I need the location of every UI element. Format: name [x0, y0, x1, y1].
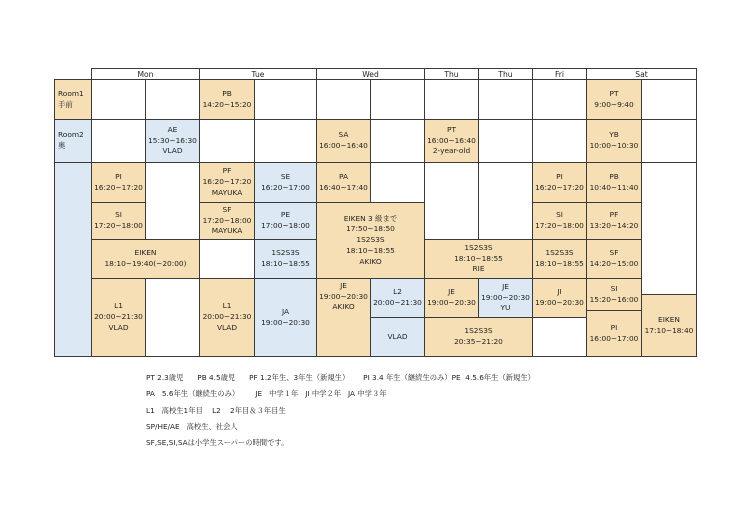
class-block-eiken-mon: EIKEN 18:10~19:40(~20:00) [91, 239, 200, 279]
class-block-pt-thu: PT 16:00~16:40 2-year-old [424, 119, 479, 163]
empty-cell [478, 79, 533, 120]
legend-line: SF,SE,SI,SAは小学生スーパーの時間です。 [146, 438, 289, 448]
empty-cell [370, 162, 425, 203]
class-block-sf-tue: SF 17:20~18:00 MAYUKA [199, 202, 255, 240]
timetable [54, 68, 697, 357]
empty-cell [145, 162, 200, 240]
header-fri: Fri [532, 68, 587, 80]
class-block-pf-tue: PF 16:20~17:20 MAYUKA [199, 162, 255, 203]
class-block-1s2s3s-tue: 1S2S3S 18:10~18:55 [254, 239, 317, 279]
class-block-l1-tue: L1 20:00~21:30 VLAD [199, 278, 255, 357]
class-block-je-wed: JE 19:00~20:30 AKIKO [316, 278, 371, 357]
room1-label: Room1 手前 [54, 79, 92, 120]
empty-cell [254, 119, 317, 163]
class-block-si-mon: SI 17:20~18:00 [91, 202, 146, 240]
empty-cell [424, 79, 479, 120]
empty-cell [316, 79, 371, 120]
empty-cell [145, 278, 200, 357]
class-block-eiken-wed: EIKEN 3 級まで 17:50~18:50 1S2S3S 18:10~18:55 AKIKO [316, 202, 425, 279]
class-block-1s2s3s-fri: 1S2S3S 18:10~18:55 [532, 239, 587, 279]
class-block-je-thu-1: JE 19:00~20:30 [424, 278, 479, 318]
class-block-pb-sat: PB 10:40~11:40 [586, 162, 642, 203]
empty-cell [641, 119, 697, 163]
class-block-si-sat: SI 15:20~16:00 [586, 278, 642, 311]
class-block-ae-mon: AE 15:30~16:30 VLAD [145, 119, 200, 163]
empty-cell [478, 162, 533, 240]
class-block-se-tue: SE 16:20~17:00 [254, 162, 317, 203]
class-block-ji-fri: JI 19:00~20:30 [532, 278, 587, 318]
class-block-yb-sat: YB 10:00~10:30 [586, 119, 642, 163]
empty-cell [532, 119, 587, 163]
empty-cell [199, 239, 255, 279]
legend-line: L1 高校生1年目 L2 2年目＆３年目生 [146, 405, 286, 415]
empty-cell [532, 79, 587, 120]
legend-line: SP/HE/AE 高校生、社会人 [146, 421, 238, 431]
empty-cell [641, 79, 697, 120]
legend-line: PA 5.6年生（継続生のみ） JE 中学１年 JI 中学２年 JA 中学３年 [146, 389, 387, 399]
empty-cell [424, 162, 479, 240]
header-thu-2: Thu [478, 68, 533, 80]
class-block-pf-sat: PF 13:20~14:20 [586, 202, 642, 240]
room2-label: Room2 奥 [54, 119, 92, 163]
header-mon: Mon [91, 68, 200, 80]
class-block-pa-wed: PA 16:40~17:40 [316, 162, 371, 203]
class-block-eiken-sat: EIKEN 17:10~18:40 [641, 294, 697, 357]
empty-cell [478, 119, 533, 163]
class-block-l2-wed: L2 20:00~21:30 [370, 278, 425, 318]
class-block-sa-wed: SA 16:00~16:40 [316, 119, 371, 163]
class-block-je-thu-2: JE 19:00~20:30 YU [478, 278, 533, 318]
header-sat: Sat [586, 68, 697, 80]
spacer-cell [54, 162, 92, 357]
empty-cell [370, 119, 425, 163]
class-block-pt-sat: PT 9:00~9:40 [586, 79, 642, 120]
empty-cell [145, 79, 200, 120]
class-block-ja-tue: JA 19:00~20:30 [254, 278, 317, 357]
empty-cell [199, 119, 255, 163]
legend-line: PT 2.3歳児 PB 4.5歳児 PF 1.2年生、3年生（新規生） PI 3.4 年生（継続生のみ）PE 4.5.6年生（新規生） [146, 373, 535, 382]
header-wed: Wed [316, 68, 425, 80]
class-block-pb-tue: PB 14:20~15:20 [199, 79, 255, 120]
header-tue: Tue [199, 68, 317, 80]
empty-cell [91, 119, 146, 163]
class-block-pi-sat: PI 16:00~17:00 [586, 310, 642, 357]
empty-cell [532, 317, 587, 357]
class-block-sf-sat: SF 14:20~15:00 [586, 239, 642, 279]
class-block-si-fri: SI 17:20~18:00 [532, 202, 587, 240]
class-block-vlad-wed: VLAD [370, 317, 425, 357]
empty-cell [254, 79, 317, 120]
empty-cell [370, 79, 425, 120]
class-block-pi-mon: PI 16:20~17:20 [91, 162, 146, 203]
class-block-l1-mon: L1 20:00~21:30 VLAD [91, 278, 146, 357]
class-block-pe-tue: PE 17:00~18:00 [254, 202, 317, 240]
empty-cell [91, 79, 146, 120]
class-block-1s2s3s-thu-late: 1S2S3S 20:35~21:20 [424, 317, 533, 357]
legend [146, 370, 535, 451]
header-thu-1: Thu [424, 68, 479, 80]
class-block-pi-fri: PI 16:20~17:20 [532, 162, 587, 203]
class-block-1s2s3s-thu: 1S2S3S 18:10~18:55 RIE [424, 239, 533, 279]
empty-cell [641, 162, 697, 295]
